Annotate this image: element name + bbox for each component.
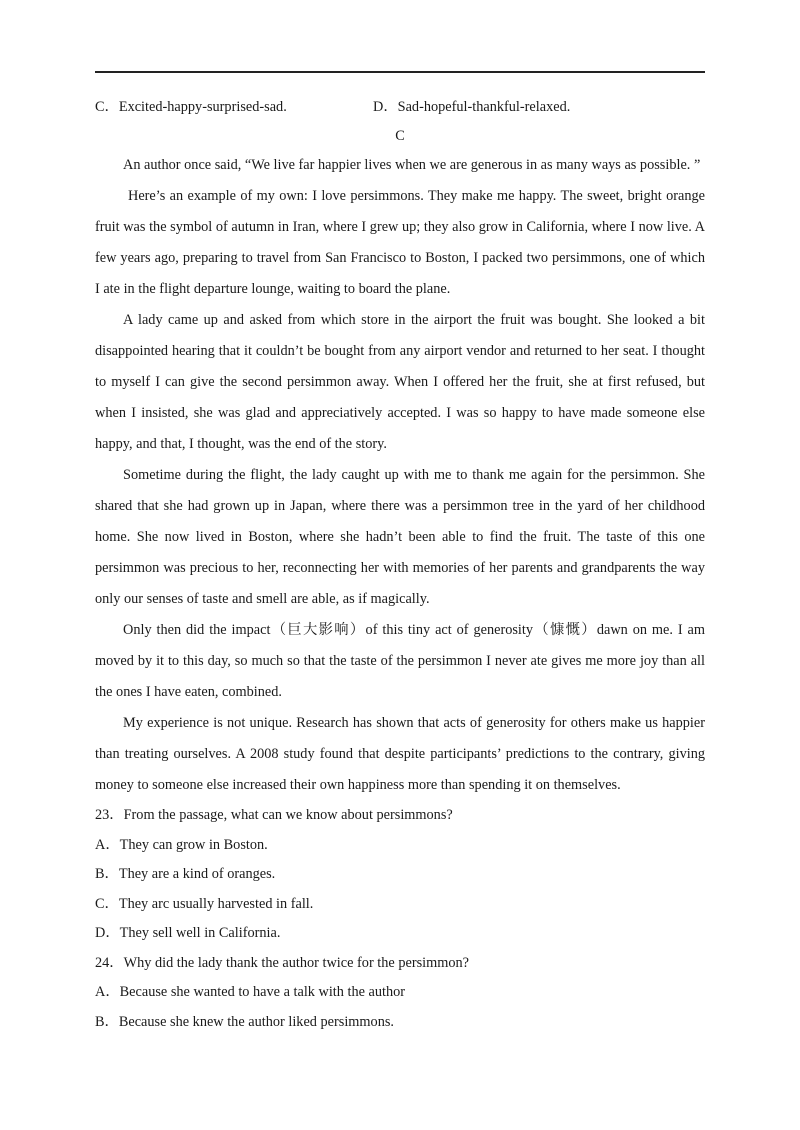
passage-paragraph: Sometime during the flight, the lady caught up with me to thank me again for the persimmon. She shared that she had grown up in Japan, where there was a persimmon tree in the yard of her childhood home. She now lived in Boston, where she hadn’t been able to find the fruit. The taste of this one persimmon was precious to her, reconnecting her with memories of her parents and grandparents the way only our senses of taste and smell are able, as if magically. xyxy=(95,467,705,607)
passage-paragraph: Only then did the impact（巨大影响）of this tiny act of generosity（慷慨）dawn on me. I am moved by it to this day, so much so that the taste of the persimmon I never ate gives me more joy than all the ones I have eaten, combined. xyxy=(95,622,705,700)
question-23 xyxy=(95,801,705,949)
answer-option: B．Because she knew the author liked persimmons. xyxy=(95,1013,394,1030)
reading-passage xyxy=(95,150,705,801)
passage-paragraph: An author once said, “We live far happier lives when we are generous in as many ways as possible. ” xyxy=(123,157,701,173)
option-d-text: D．Sad-hopeful-thankful-relaxed. xyxy=(373,99,571,115)
option-c-text: C．Excited-happy-surprised-sad. xyxy=(95,99,287,115)
answer-option: C．They arc usually harvested in fall. xyxy=(95,895,314,912)
question-stem: 24．Why did the lady thank the author twice for the persimmon? xyxy=(95,954,470,971)
answer-option: A．Because she wanted to have a talk with the author xyxy=(95,984,406,1000)
header-rule xyxy=(95,71,705,73)
passage-paragraph: My experience is not unique. Research has shown that acts of generosity for others make us happier than treating ourselves. A 2008 study found that despite participants’ predictions to the contrary, giving money to someone else increased their own happiness more than spending it on themselves. xyxy=(95,715,705,793)
question-24 xyxy=(95,949,705,1038)
previous-question-options xyxy=(95,92,705,123)
question-stem: 23．From the passage, what can we know about persimmons? xyxy=(95,807,453,823)
answer-option: A．They can grow in Boston. xyxy=(95,836,268,853)
passage-section-letter: C xyxy=(395,128,405,144)
passage-paragraph: Here’s an example of my own: I love persimmons. They make me happy. The sweet, bright orange fruit was the symbol of autumn in Iran, where I grew up; they also grow in California, where I now live. A few years ago, preparing to travel from San Francisco to Boston, I packed two persimmons, one of which I ate in the flight departure lounge, waiting to board the plane. xyxy=(95,188,705,297)
answer-option: D．They sell well in California. xyxy=(95,925,281,941)
passage-paragraph: A lady came up and asked from which store in the airport the fruit was bought. She looked a bit disappointed hearing that it couldn’t be bought from any airport vendor and returned to her seat. I thought to myself I can give the second persimmon away. When I offered her the fruit, she at first refused, but when I insisted, she was glad and appreciatively accepted. I was so happy to have made someone else happy, and that, I thought, was the end of the story. xyxy=(95,312,705,452)
answer-option: B．They are a kind of oranges. xyxy=(95,866,276,882)
document-content xyxy=(95,92,705,1037)
